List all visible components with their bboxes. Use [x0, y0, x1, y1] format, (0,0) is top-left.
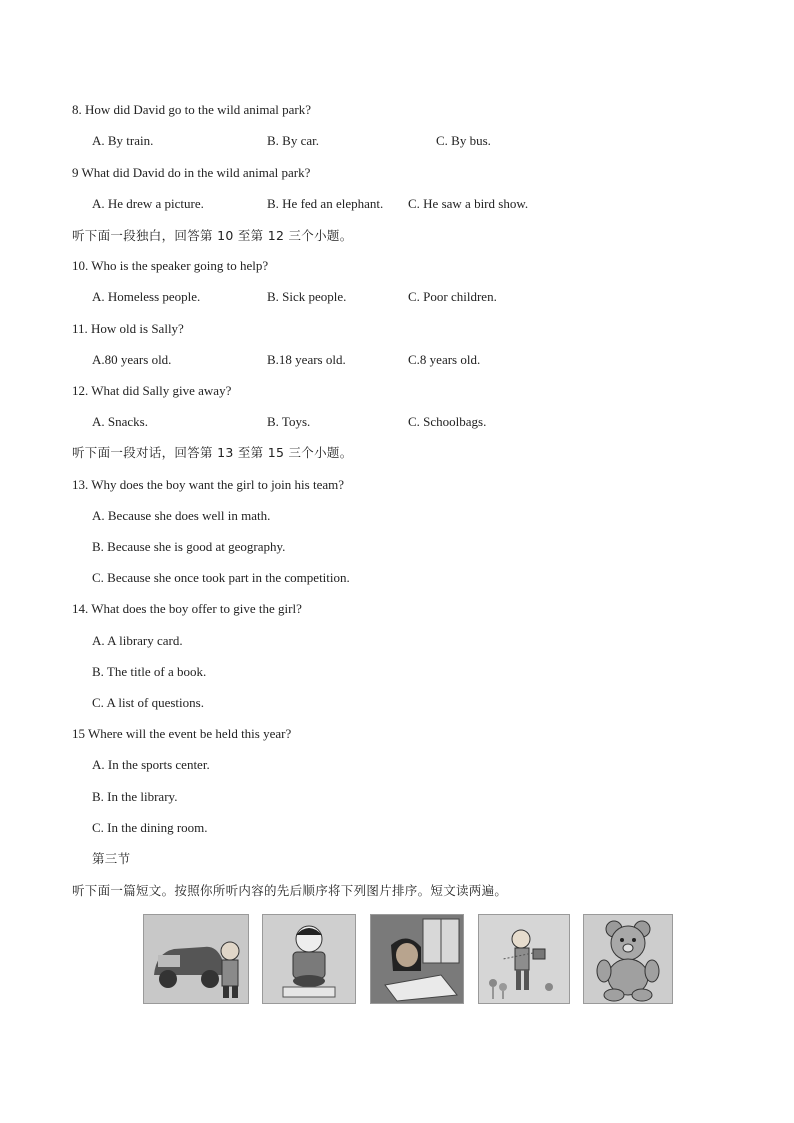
- q8-option-b: B. By car.: [267, 133, 319, 148]
- q10-option-a: A. Homeless people.: [92, 289, 201, 304]
- q13-option-a: A. Because she does well in math.: [92, 508, 271, 523]
- section-3-heading: 第三节: [92, 851, 131, 866]
- q14-option-c: C. A list of questions.: [92, 695, 204, 710]
- q8-option-c: C. By bus.: [436, 133, 491, 148]
- q11-option-c: C.8 years old.: [408, 352, 481, 367]
- q15-option-b: B. In the library.: [92, 789, 178, 804]
- question-14: 14. What does the boy offer to give the girl?: [72, 601, 302, 616]
- q9-option-c: C. He saw a bird show.: [408, 196, 529, 211]
- q10-option-b: B. Sick people.: [267, 289, 347, 304]
- question-13: 13. Why does the boy want the girl to join his team?: [72, 477, 344, 492]
- boy-reading-image: [262, 914, 356, 1004]
- question-9: 9 What did David do in the wild animal park?: [72, 165, 311, 180]
- q13-option-b: B. Because she is good at geography.: [92, 539, 286, 554]
- question-12: 12. What did Sally give away?: [72, 383, 232, 398]
- q13-option-c: C. Because she once took part in the competition.: [92, 570, 350, 585]
- q9-option-a: A. He drew a picture.: [92, 196, 204, 211]
- q15-option-a: A. In the sports center.: [92, 757, 210, 772]
- question-11: 11. How old is Sally?: [72, 321, 184, 336]
- teddy-bear-image: [583, 914, 673, 1004]
- instruction-monologue: 听下面一段独白，回答第 10 至第 12 三个小题。: [72, 228, 353, 243]
- instruction-dialogue: 听下面一段对话，回答第 13 至第 15 三个小题。: [72, 445, 353, 460]
- q9-option-b: B. He fed an elephant.: [267, 196, 384, 211]
- q14-option-a: A. A library card.: [92, 633, 183, 648]
- q12-option-c: C. Schoolbags.: [408, 414, 487, 429]
- instruction-passage: 听下面一篇短文。按照你所听内容的先后顺序将下列图片排序。短文读两遍。: [72, 883, 508, 898]
- girl-writing-image: [370, 914, 464, 1004]
- car-boy-image: [143, 914, 249, 1004]
- question-8: 8. How did David go to the wild animal park?: [72, 102, 312, 117]
- q11-option-a: A.80 years old.: [92, 352, 172, 367]
- q12-option-b: B. Toys.: [267, 414, 311, 429]
- q10-option-c: C. Poor children.: [408, 289, 497, 304]
- q12-option-a: A. Snacks.: [92, 414, 148, 429]
- boy-watering-plants-image: [478, 914, 570, 1004]
- question-10: 10. Who is the speaker going to help?: [72, 258, 269, 273]
- q8-option-a: A. By train.: [92, 133, 154, 148]
- q14-option-b: B. The title of a book.: [92, 664, 207, 679]
- q15-option-c: C. In the dining room.: [92, 820, 208, 835]
- q11-option-b: B.18 years old.: [267, 352, 346, 367]
- question-15: 15 Where will the event be held this year?: [72, 726, 292, 741]
